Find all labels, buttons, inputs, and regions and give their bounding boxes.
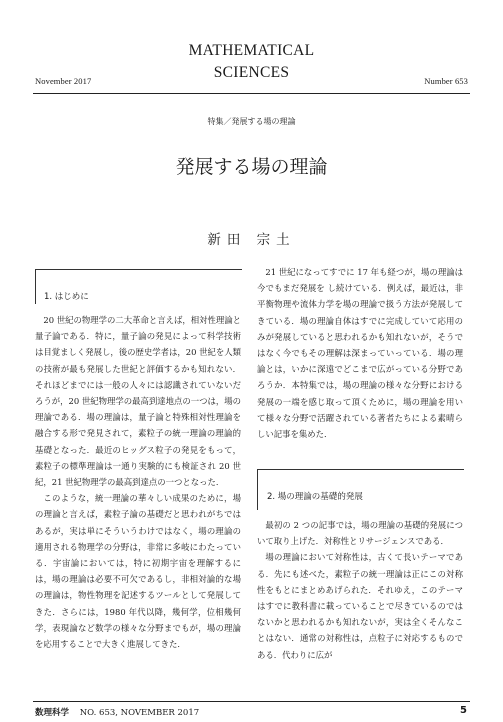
section-1-continuation: 21 世紀になってすでに 17 年も経つが，場の理論は今でもまだ発展を し続けている．例えば，最近は，非平衡物理や流体力学を場の理論で扱う方法が発展してきている．場の理論自体はすでに完成していて応用のみが発展していると思われるかも知れないが，そうではなく今でもその理解は深まっていっている．場の理論とは，いかに深遠でどこまで広がっている分野であろうか．本特集では，場の理論の様々な分野における発展の一端を感じ取って頂くために，場の理論を用いて様々な分野で活躍されている著者たちによる素晴らしい記事を集めた． xyxy=(257,267,463,440)
page-number: 5 xyxy=(460,705,467,716)
section-1-heading: 1. はじめに xyxy=(44,292,89,302)
section-2-paragraph: 場の理論において対称性は，古くて長いテーマである．先にも述べた，素粒子の統一理論は正にこの対称性をもとにまとめあげられた．それゆえ，このテーマはすでに教科書に載っていることで尽きているのではないかと思われるかも知れないが，実は全くそんなことはない．通常の対称性は，点粒子に対応するものである．代わりに広が xyxy=(257,552,463,660)
issue-date: November 2017 xyxy=(35,76,92,86)
footer-journal xyxy=(35,706,199,718)
article-title: 発展する場の理論 xyxy=(175,156,328,178)
section-2-paragraph: 最初の 2 つの記事では，場の理論の基礎的発展について取り上げた．対称性とリサージェンスである． xyxy=(257,520,463,547)
right-column-bottom xyxy=(257,517,463,663)
right-column-top xyxy=(257,264,463,442)
section-1-paragraph: このような，統一理論の華々しい成果のために，場の理論と言えば，素粒子論の基礎だと思われがちではあるが，実は単にそういうわけではなく，場の理論の適用される物理学の分野は，非常に多岐にわたっている．宇宙論においては，特に初期宇宙を理解するには，場の理論は必要不可欠であるし，非相対論的な場の理論は，物性物理を記述するツールとして発展してきた．さらには，1980 年代以降，幾何学，位相幾何学，表現論など数学の様々な分野までもが，場の理論を応用することで大きく進展してきた． xyxy=(35,493,241,650)
left-column xyxy=(35,312,241,652)
magazine-title-line2: SCIENCES xyxy=(213,64,290,81)
section-1-heading-box xyxy=(35,269,242,304)
footer-issue: NO. 653, NOVEMBER 2017 xyxy=(79,708,200,718)
header-rule xyxy=(33,93,470,94)
section-1-paragraph: 20 世紀の物理学の二大革命と言えば，相対性理論と量子論である．特に，量子論の発見によって科学技術は目覚ましく発展し，後の歴史学者は，20 世紀を人類の技術が最も発展した世紀と評価するかも知れない．それほどまでには一般の人々には認識されていないだろうが，20 世紀物理学の最高到達地点の一つは，場の理論である．場の理論は，量子論と特殊相対性理論を融合する形で発見されて，素粒子の統一理論の理論的基礎となった．最近のヒッグス粒子の発見をもって，素粒子の標準理論は一通り実験的にも検証され 20 世紀，21 世紀物理学の最高到達点の一つとなった． xyxy=(35,315,241,488)
section-2-heading: 2. 場の理論の基礎的発展 xyxy=(267,492,363,502)
author-name: 新田 宗土 xyxy=(207,232,296,248)
footer-rule xyxy=(33,701,470,702)
special-feature-label: 特集／発展する場の理論 xyxy=(207,117,296,126)
section-2-heading-box xyxy=(257,469,464,510)
footer-journal-name: 数理科学 xyxy=(35,708,70,718)
magazine-title-line1: MATHEMATICAL xyxy=(188,42,315,59)
issue-number: Number 653 xyxy=(424,76,468,86)
